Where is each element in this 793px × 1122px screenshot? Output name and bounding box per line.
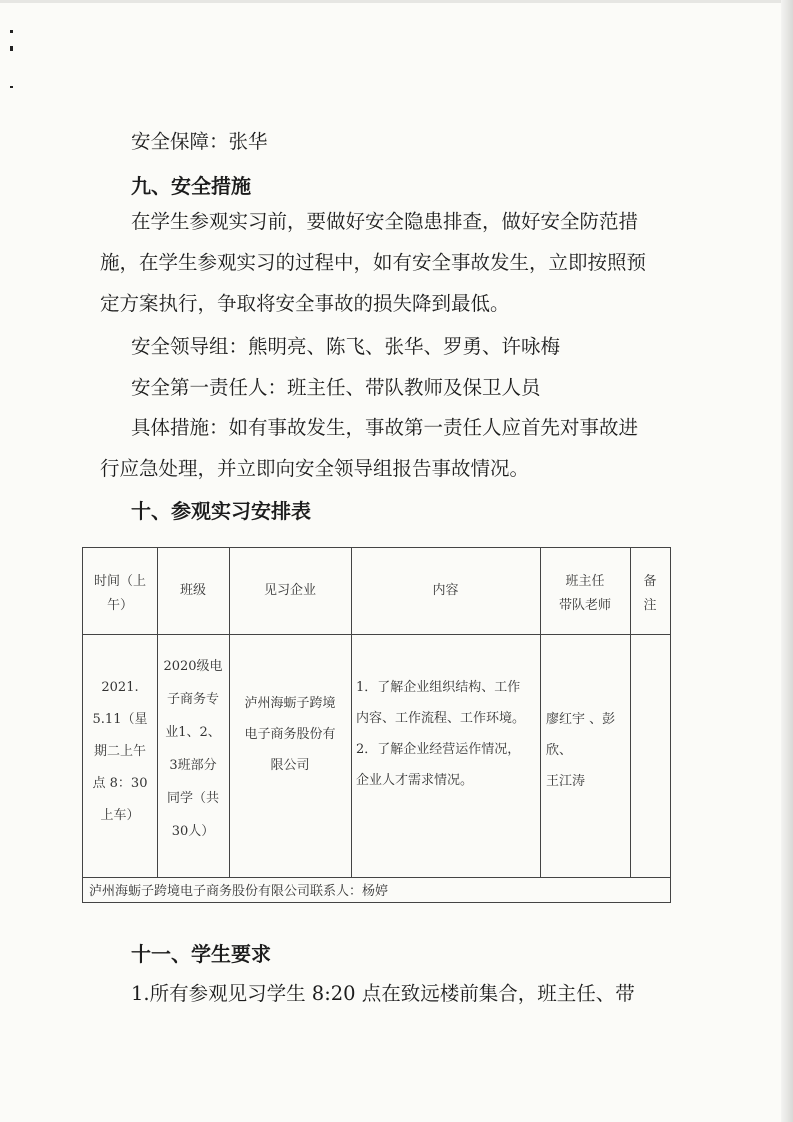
- row-time: 2021. 5.11（星 期二上午 点 8：30 上车）: [92, 680, 148, 823]
- requirement-line: 1.所有参观见习学生 8:20 点在致远楼前集合，班主任、带: [131, 982, 635, 1005]
- row-company: 泸州海蛎子跨境 电子商务股份有 限公司: [244, 696, 336, 773]
- section9-para-line: 定方案执行，争取将安全事故的损失降到最低。: [100, 292, 510, 315]
- scan-margin-mark: [10, 46, 13, 51]
- section11-heading: 十一、学生要求: [131, 942, 271, 966]
- table-grid-line: [83, 877, 670, 878]
- contact-note: 泸州海蛎子跨境电子商务股份有限公司联系人：杨婷: [89, 884, 389, 899]
- header-company: 见习企业: [263, 583, 316, 598]
- measures-line: 行应急处理，并立即向安全领导组报告事故情况。: [100, 457, 530, 480]
- section9-para-line: 在学生参观实习前，要做好安全隐患排查，做好安全防范措: [131, 210, 639, 233]
- scan-margin-mark: [10, 86, 13, 88]
- section9-heading: 九、安全措施: [131, 174, 251, 198]
- safety-responsible-line: 安全第一责任人：班主任、带队教师及保卫人员: [131, 376, 541, 399]
- row-teacher: 廖红宇 、彭 欣、 王江涛: [546, 712, 616, 789]
- section10-heading: 十、参观实习安排表: [131, 499, 311, 523]
- measures-line: 具体措施：如有事故发生，事故第一责任人应首先对事故进: [131, 416, 639, 439]
- row-class: 2020级电 子商务专 业1、2、 3班部分 同学（共 30人）: [163, 659, 223, 839]
- header-remark: 备 注: [643, 574, 657, 613]
- header-content: 内容: [432, 583, 459, 598]
- scan-right-edge: [781, 0, 793, 1122]
- header-time: 时间（上 午）: [93, 574, 146, 613]
- scan-top-edge: [0, 0, 793, 3]
- table-grid-line: [83, 634, 670, 635]
- safety-guarantee-line: 安全保障：张华: [131, 130, 268, 153]
- header-class: 班级: [179, 583, 206, 598]
- header-teacher: 班主任 带队老师: [558, 574, 611, 613]
- schedule-table: [82, 547, 671, 903]
- safety-leaders-line: 安全领导组：熊明亮、陈飞、张华、罗勇、许咏梅: [131, 335, 561, 358]
- row-content: 1．了解企业组织结构、工作 内容、工作流程、工作环境。 2．了解企业经营运作情况， 企业人才需求情况。: [356, 680, 526, 788]
- scan-margin-mark: [10, 30, 13, 33]
- section9-para-line: 施，在学生参观实习的过程中，如有安全事故发生，立即按照预: [100, 251, 647, 274]
